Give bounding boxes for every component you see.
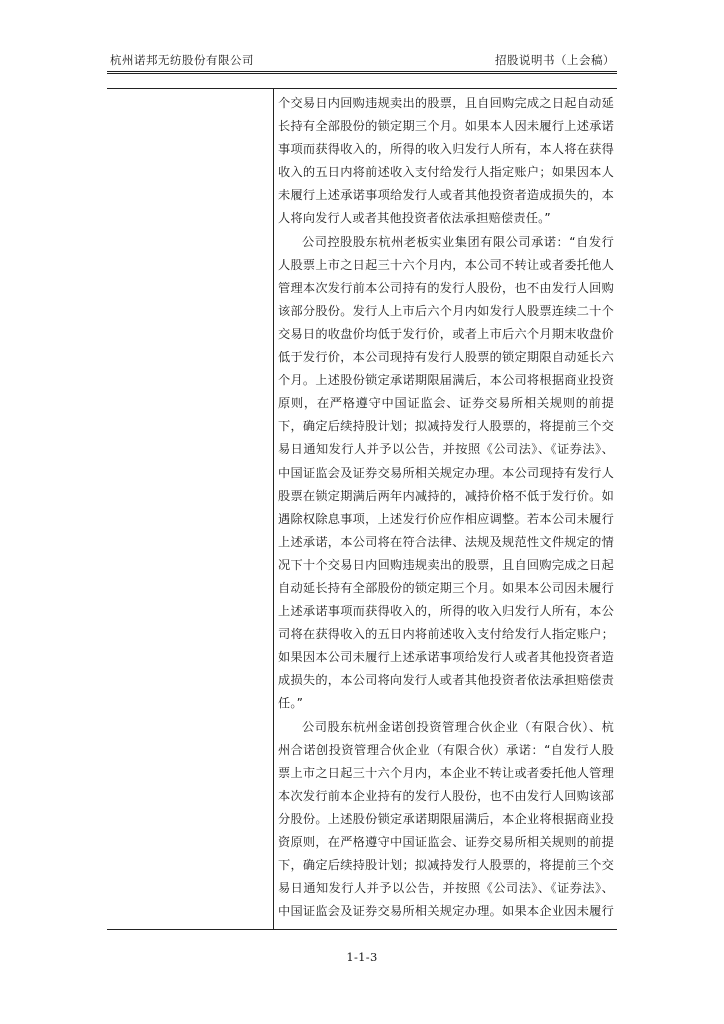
document-title: 招股说明书（上会稿）: [495, 53, 615, 67]
paragraph-continuation: 个交易日内回购违规卖出的股票，且自回购完成之日起自动延长持有全部股份的锁定期三个月。如果本人因未履行上述承诺事项而获得收入的，所得的收入归发行人所有，本人将在获得收入的五日内将前述收入支付给发行人指定账户；如果因本人未履行上述承诺事项给发行人或者其他投资者造成损失的，本人将向发行人或者其他投资者依法承担赔偿责任。”: [278, 96, 614, 226]
page-number: 1-1-3: [346, 950, 378, 964]
table-left-cell: [107, 89, 273, 929]
header-rule-double: [107, 73, 617, 74]
paragraph-partnership-shareholders: 公司股东杭州金诺创投资管理合伙企业（有限合伙）、杭州合诺创投资管理合伙企业（有限合伙）承诺：“自发行人股票上市之日起三十六个月内，本企业不转让或者委托他人管理本次发行前本企业持有的发行人股份，也不由发行人回购该部分股份。上述股份锁定承诺期限届满后，本企业将根据商业投资原则，在严格遵守中国证监会、证券交易所相关规则的前提下，确定后续持股计划；拟减持发行人股票的，将提前三个交易日通知发行人并予以公告，并按照《公司法》、《证券法》、中国证监会及证券交易所相关规定办理。如果本企业因未履行: [278, 719, 614, 919]
paragraph-controlling-shareholder: 公司控股股东杭州老板实业集团有限公司承诺：“自发行人股票上市之日起三十六个月内，本公司不转让或者委托他人管理本次发行前本公司持有的发行人股份，也不由发行人回购该部分股份。发行人上市后六个月内如发行人股票连续二十个交易日的收盘价均低于发行价，或者上市后六个月期末收盘价低于发行价，本公司现持有发行人股票的锁定期限自动延长六个月。上述股份锁定承诺期限届满后，本公司将根据商业投资原则，在严格遵守中国证监会、证券交易所相关规则的前提下，确定后续持股计划；拟减持发行人股票的，将提前三个交易日通知发行人并予以公告，并按照《公司法》、《证券法》、中国证监会及证券交易所相关规定办理。本公司现持有发行人股票在锁定期满后两年内减持的，减持价格不低于发行价。如遇除权除息事项，上述发行价应作相应调整。若本公司未履行上述承诺，本公司将在符合法律、法规及规范性文件规定的情况下十个交易日内回购违规卖出的股票，且自回购完成之日起自动延长持有全部股份的锁定期三个月。如果本公司因未履行上述承诺事项而获得收入的，所得的收入归发行人所有，本公司将在获得收入的五日内将前述收入支付给发行人指定账户；如果因本公司未履行上述承诺事项给发行人或者其他投资者造成损失的，本公司将向发行人或者其他投资者依法承担赔偿责任。”: [278, 234, 614, 711]
header-rule: [107, 71, 617, 72]
company-name: 杭州诺邦无纺股份有限公司: [110, 53, 254, 67]
table-right-cell: [278, 92, 614, 926]
page-header: [107, 50, 617, 70]
column-divider: [273, 89, 274, 929]
content-table: [107, 88, 617, 930]
